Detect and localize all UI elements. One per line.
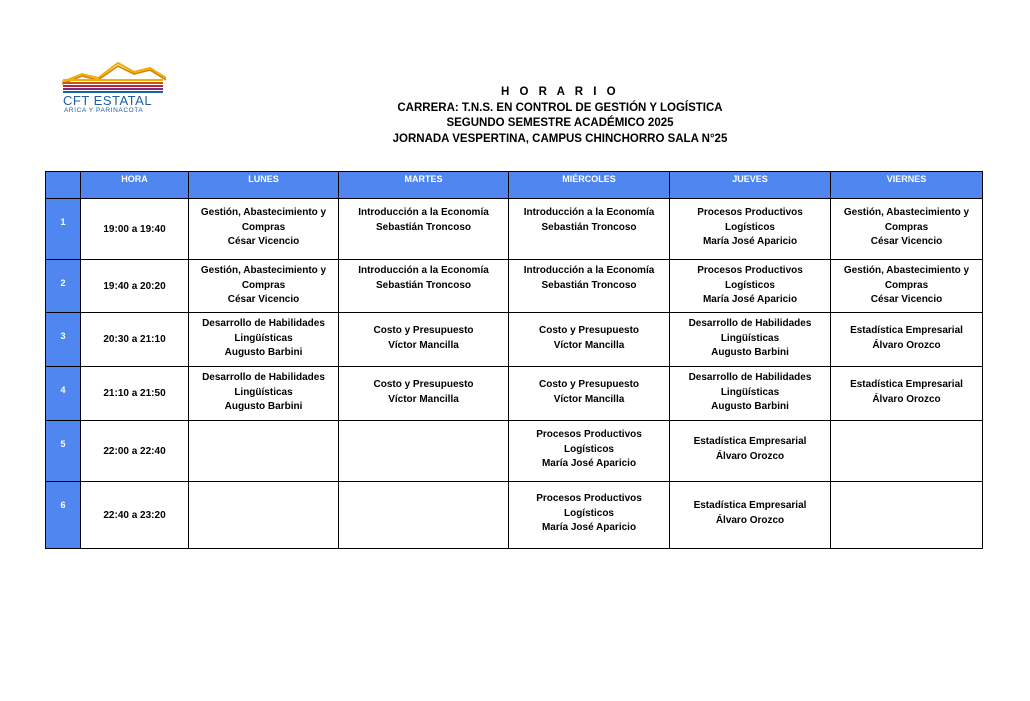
class-teacher: Augusto Barbini <box>224 401 303 412</box>
class-cell-martes <box>339 199 509 260</box>
class-cell-jueves <box>670 313 831 367</box>
heading-career: CARRERA: T.N.S. EN CONTROL DE GESTIÓN Y LOGÍSTICA <box>397 101 723 114</box>
class-teacher: Víctor Mancilla <box>388 393 459 405</box>
mountain-logo-icon <box>60 60 168 94</box>
class-subject: Costo y Presupuesto <box>538 325 640 336</box>
class-teacher: César Vicencio <box>870 294 943 305</box>
class-teacher: Augusto Barbini <box>224 347 303 358</box>
class-cell-lunes <box>189 260 339 313</box>
class-cell-martes <box>339 367 509 421</box>
class-subject: Gestión, Abastecimiento y Compras <box>843 207 970 233</box>
class-subject: Procesos Productivos Logísticos <box>536 429 642 455</box>
logo-name: CFT ESTATAL <box>63 93 153 108</box>
header-jueves: JUEVES <box>670 172 831 199</box>
row-number: 6 <box>46 482 81 549</box>
class-cell-viernes <box>831 482 983 549</box>
class-cell-martes <box>339 482 509 549</box>
class-teacher: Víctor Mancilla <box>553 393 625 405</box>
row-time: 22:00 a 22:40 <box>81 421 189 482</box>
logo-subtitle: ARICA Y PARINACOTA <box>64 107 144 114</box>
class-teacher: Álvaro Orozco <box>872 393 941 405</box>
row-time: 21:10 a 21:50 <box>81 367 189 421</box>
class-cell-viernes <box>831 199 983 260</box>
class-subject: Procesos Productivos Logísticos <box>697 265 803 291</box>
class-subject: Introducción a la Economía <box>523 265 655 276</box>
table-row <box>46 313 983 367</box>
header-hora: HORA <box>81 172 189 199</box>
header-num <box>46 172 81 199</box>
class-cell-jueves <box>670 260 831 313</box>
class-subject: Estadística Empresarial <box>850 325 963 336</box>
schedule-heading <box>300 85 820 148</box>
class-teacher: Sebastián Troncoso <box>375 279 472 291</box>
class-cell-viernes <box>831 421 983 482</box>
class-subject: Desarrollo de Habilidades Lingüísticas <box>688 318 812 344</box>
row-time: 19:00 a 19:40 <box>81 199 189 260</box>
class-cell-lunes <box>189 199 339 260</box>
class-subject: Costo y Presupuesto <box>538 379 640 390</box>
class-cell-lunes <box>189 367 339 421</box>
class-cell-miercoles <box>509 313 670 367</box>
heading-session: JORNADA VESPERTINA, CAMPUS CHINCHORRO SALA N°25 <box>392 133 728 146</box>
class-teacher: María José Aparicio <box>541 522 637 533</box>
header-viernes: VIERNES <box>831 172 983 199</box>
row-time: 22:40 a 23:20 <box>81 482 189 549</box>
schedule-table <box>45 171 983 549</box>
class-subject: Procesos Productivos Logísticos <box>536 493 642 519</box>
class-teacher: Augusto Barbini <box>711 401 789 412</box>
class-teacher: Augusto Barbini <box>711 347 789 358</box>
class-cell-miercoles <box>509 421 670 482</box>
class-teacher: María José Aparicio <box>702 294 798 305</box>
row-time: 20:30 a 21:10 <box>81 313 189 367</box>
class-cell-viernes <box>831 367 983 421</box>
class-teacher: Sebastián Troncoso <box>541 221 637 233</box>
heading-title: H O R A R I O <box>500 86 620 98</box>
class-subject: Desarrollo de Habilidades Lingüísticas <box>202 372 325 398</box>
class-subject: Gestión, Abastecimiento y Compras <box>200 265 327 291</box>
class-cell-lunes <box>189 313 339 367</box>
class-teacher: María José Aparicio <box>702 236 798 247</box>
row-number: 4 <box>46 367 81 421</box>
row-number: 5 <box>46 421 81 482</box>
class-subject: Estadística Empresarial <box>850 379 963 390</box>
class-teacher: César Vicencio <box>227 294 300 305</box>
row-number: 2 <box>46 260 81 313</box>
class-cell-jueves <box>670 367 831 421</box>
class-teacher: Víctor Mancilla <box>553 339 625 351</box>
row-number: 3 <box>46 313 81 367</box>
cft-logo <box>60 60 168 116</box>
class-cell-martes <box>339 260 509 313</box>
table-row <box>46 482 983 549</box>
class-subject: Procesos Productivos Logísticos <box>697 207 803 233</box>
table-row <box>46 260 983 313</box>
table-row <box>46 199 983 260</box>
class-subject: Gestión, Abastecimiento y Compras <box>200 207 327 233</box>
header-martes: MARTES <box>339 172 509 199</box>
class-cell-lunes <box>189 421 339 482</box>
class-subject: Estadística Empresarial <box>693 436 807 447</box>
class-cell-miercoles <box>509 199 670 260</box>
class-teacher: César Vicencio <box>227 236 300 247</box>
class-cell-miercoles <box>509 482 670 549</box>
class-subject: Gestión, Abastecimiento y Compras <box>843 265 970 291</box>
class-teacher: Álvaro Orozco <box>715 514 785 526</box>
class-subject: Desarrollo de Habilidades Lingüísticas <box>202 318 325 344</box>
class-subject: Introducción a la Economía <box>523 207 655 218</box>
class-cell-viernes <box>831 313 983 367</box>
class-teacher: Álvaro Orozco <box>715 450 785 462</box>
table-row <box>46 421 983 482</box>
class-cell-martes <box>339 421 509 482</box>
class-teacher: Sebastián Troncoso <box>541 279 637 291</box>
class-cell-jueves <box>670 482 831 549</box>
class-subject: Estadística Empresarial <box>693 500 807 511</box>
class-teacher: María José Aparicio <box>541 458 637 469</box>
class-teacher: Álvaro Orozco <box>872 339 941 351</box>
header-miercoles: MIÉRCOLES <box>509 172 670 199</box>
class-cell-jueves <box>670 421 831 482</box>
class-teacher: Sebastián Troncoso <box>375 221 472 233</box>
class-subject: Introducción a la Economía <box>358 265 489 276</box>
class-cell-miercoles <box>509 260 670 313</box>
row-time: 19:40 a 20:20 <box>81 260 189 313</box>
class-cell-lunes <box>189 482 339 549</box>
class-cell-martes <box>339 313 509 367</box>
class-cell-jueves <box>670 199 831 260</box>
class-teacher: César Vicencio <box>870 236 943 247</box>
class-subject: Costo y Presupuesto <box>373 325 474 336</box>
heading-semester: SEGUNDO SEMESTRE ACADÉMICO 2025 <box>446 117 674 130</box>
class-subject: Desarrollo de Habilidades Lingüísticas <box>688 372 812 398</box>
class-subject: Costo y Presupuesto <box>373 379 474 390</box>
class-teacher: Víctor Mancilla <box>388 339 459 351</box>
class-cell-miercoles <box>509 367 670 421</box>
table-row <box>46 367 983 421</box>
row-number: 1 <box>46 199 81 260</box>
header-lunes: LUNES <box>189 172 339 199</box>
class-subject: Introducción a la Economía <box>358 207 489 218</box>
class-cell-viernes <box>831 260 983 313</box>
table-header-row <box>46 172 983 199</box>
